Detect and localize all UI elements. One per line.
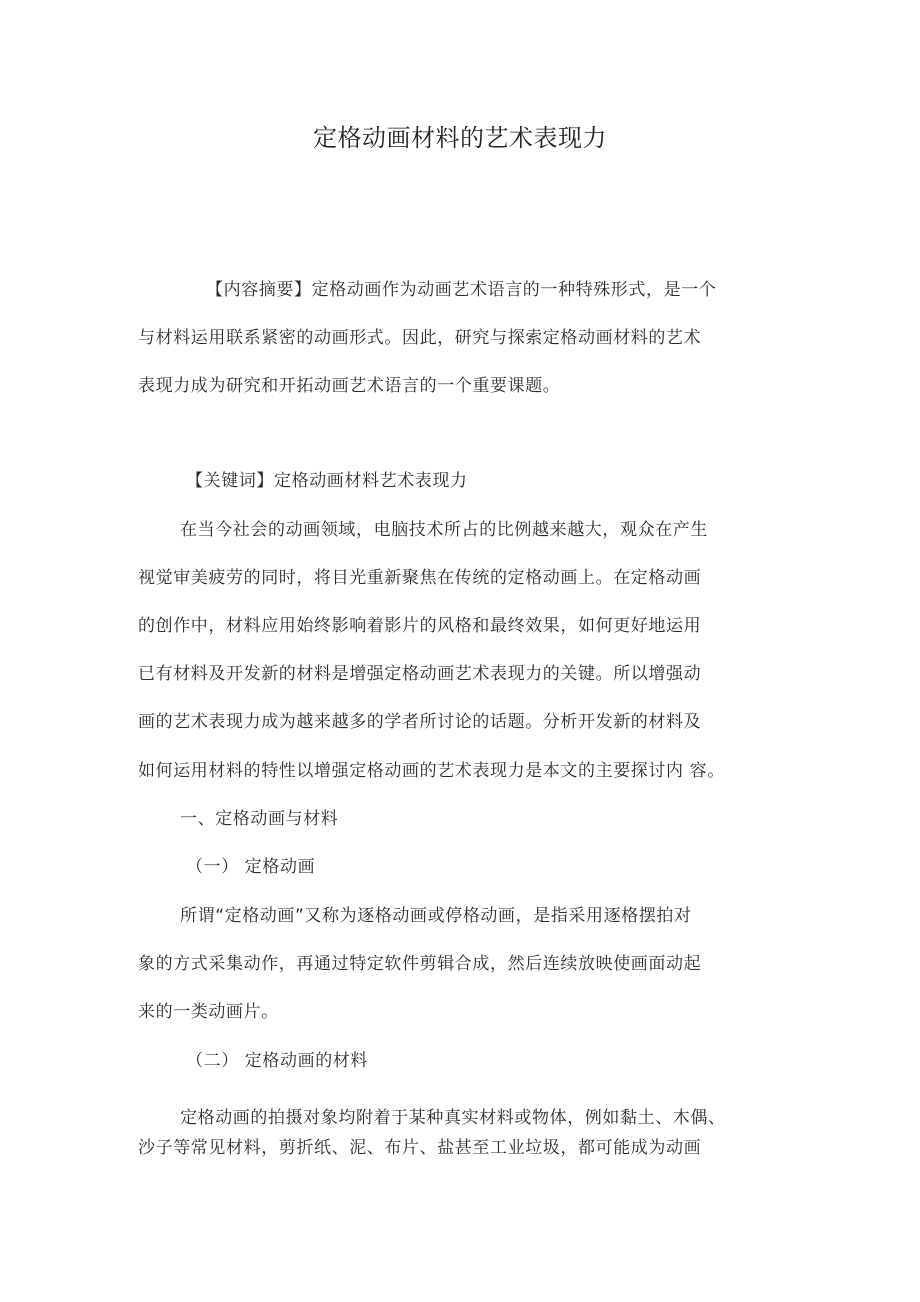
- abstract-line: 与材料运用联系紧密的动画形式。因此，研究与探索定格动画材料的艺术: [138, 328, 702, 348]
- subsection-heading: （二） 定格动画的材料: [186, 1051, 369, 1071]
- section-heading: 一、定格动画与材料: [180, 809, 339, 829]
- intro-line: 如何运用材料的特性以增强定格动画的艺术表现力是本文的主要探讨内 容。: [138, 761, 725, 781]
- abstract-line: 【内容摘要】定格动画作为动画艺术语言的一种特殊形式，是一个: [206, 280, 717, 300]
- body-line: 来的一类动画片。: [138, 1002, 279, 1022]
- body-line: 所谓“定格动画”又称为逐格动画或停格动画，是指采用逐格摆拍对: [180, 906, 692, 926]
- intro-line: 视觉审美疲劳的同时，将目光重新聚焦在传统的定格动画上。在定格动画: [138, 568, 702, 588]
- subsection-heading: （一） 定格动画: [186, 857, 316, 877]
- intro-line: 的创作中，材料应用始终影响着影片的风格和最终效果，如何更好地运用: [138, 616, 702, 636]
- intro-line: 在当今社会的动画领域，电脑技术所占的比例越来越大，观众在产生: [180, 520, 708, 540]
- body-line: 定格动画的拍摄对象均附着于某种真实材料或物体，例如黏土、木偶、: [180, 1108, 726, 1128]
- abstract-line: 表现力成为研究和开拓动画艺术语言的一个重要课题。: [138, 376, 561, 396]
- intro-line: 画的艺术表现力成为越来越多的学者所讨论的话题。分析开发新的材料及: [138, 712, 702, 732]
- body-line: 象的方式采集动作，再通过特定软件剪辑合成，然后连续放映使画面动起: [138, 954, 702, 974]
- document-title: 定格动画材料的艺术表现力: [313, 124, 607, 152]
- body-line: 沙子等常见材料，剪折纸、泥、布片、盐甚至工业垃圾，都可能成为动画: [138, 1138, 702, 1158]
- intro-line: 已有材料及开发新的材料是增强定格动画艺术表现力的关键。所以增强动: [138, 664, 702, 684]
- keywords-line: 【关键词】定格动画材料艺术表现力: [186, 471, 468, 491]
